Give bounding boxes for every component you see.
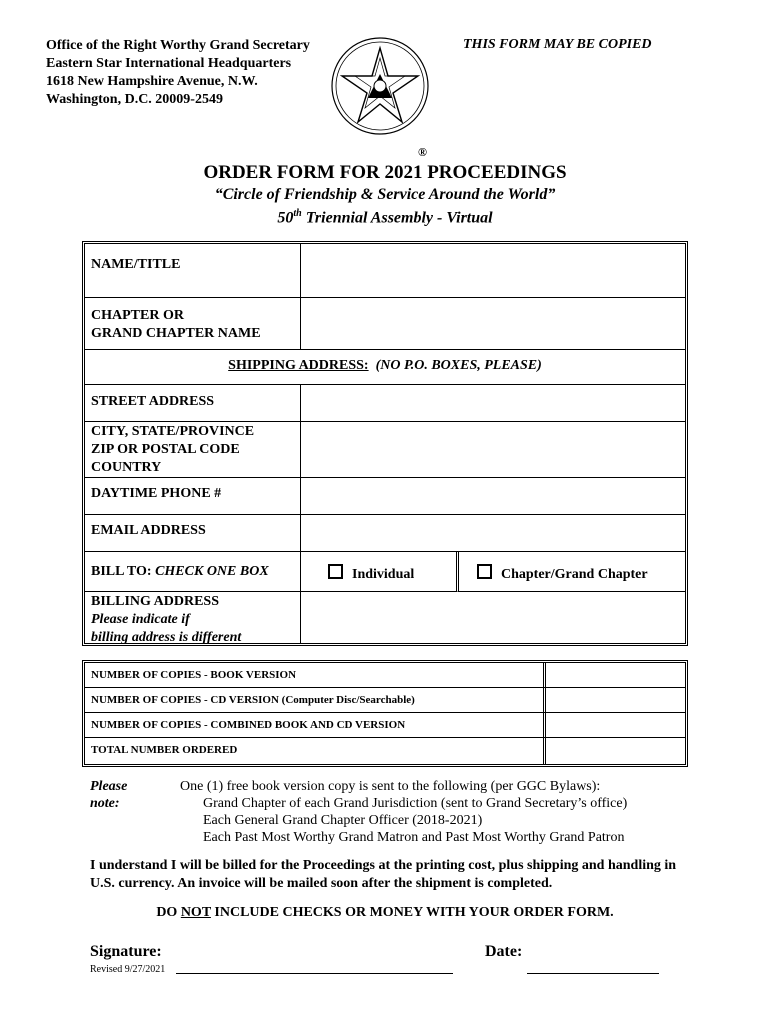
billing-address-label	[85, 592, 301, 643]
copies-book-label: NUMBER OF COPIES - BOOK VERSION	[91, 669, 297, 681]
street-address-field[interactable]	[301, 385, 685, 422]
registered-mark: ®	[418, 145, 427, 159]
shipping-label: SHIPPING ADDRESS:	[228, 358, 369, 373]
individual-label: Individual	[352, 567, 415, 582]
bill-to-chapter-cell	[459, 552, 685, 592]
daytime-phone-field[interactable]	[301, 478, 685, 515]
order-form-table	[82, 241, 688, 646]
note-line: Each Past Most Worthy Grand Matron and Past Most Worthy Grand Patron	[203, 830, 625, 845]
daytime-phone-label: DAYTIME PHONE #	[85, 478, 301, 515]
assembly-ordinal: th	[293, 208, 302, 219]
billing-address-field[interactable]	[301, 592, 685, 643]
assembly-number: 50	[277, 209, 294, 227]
chapter-checkbox[interactable]	[477, 564, 492, 579]
total-ordered-label: TOTAL NUMBER ORDERED	[91, 744, 238, 756]
individual-checkbox[interactable]	[328, 564, 343, 579]
chapter-option-label: Chapter/Grand Chapter	[501, 567, 648, 582]
warning-post: INCLUDE CHECKS OR MONEY WITH YOUR ORDER FORM.	[210, 905, 614, 920]
table-row	[85, 663, 685, 688]
eastern-star-seal-logo	[330, 36, 430, 136]
address-line: Washington, D.C. 20009-2549	[46, 92, 223, 107]
chapter-option[interactable]	[477, 564, 648, 583]
bill-to-label	[85, 552, 301, 592]
bill-to-note: CHECK ONE BOX	[155, 564, 269, 579]
signature-field[interactable]	[176, 959, 453, 974]
chapter-label-line2: GRAND CHAPTER NAME	[91, 326, 261, 341]
date-field[interactable]	[527, 959, 659, 974]
warning-pre: DO	[156, 905, 181, 920]
city-label-line3: COUNTRY	[91, 460, 162, 475]
chapter-label-line1: CHAPTER OR	[91, 308, 184, 323]
billing-label-line2: Please indicate if	[91, 612, 190, 627]
billing-statement: I understand I will be billed for the Proceedings at the printing cost, plus shipping and handling in U.S. currency. An invoice will be mailed soon after the shipment is completed.	[90, 858, 677, 891]
billing-label-line3: billing address is different	[91, 630, 242, 645]
copies-cd-field[interactable]	[546, 688, 685, 712]
copies-combined-label: NUMBER OF COPIES - COMBINED BOOK AND CD VERSION	[91, 719, 406, 731]
copy-notice: THIS FORM MAY BE COPIED	[463, 37, 652, 52]
individual-option[interactable]	[328, 564, 414, 583]
table-row	[85, 713, 685, 738]
chapter-name-label	[85, 298, 301, 350]
note-line: Each General Grand Chapter Officer (2018-2021)	[203, 813, 483, 828]
office-address	[46, 37, 310, 109]
date-label: Date:	[485, 943, 523, 960]
no-checks-warning	[0, 905, 770, 921]
address-line: Eastern Star International Headquarters	[46, 56, 292, 71]
assembly-text: Triennial Assembly - Virtual	[301, 209, 493, 227]
copies-book-field[interactable]	[546, 663, 685, 687]
note-line: One (1) free book version copy is sent to the following (per GGC Bylaws):	[180, 779, 601, 794]
revision-date: Revised 9/27/2021	[90, 964, 166, 975]
chapter-name-field[interactable]	[301, 298, 685, 350]
billing-label-line1: BILLING ADDRESS	[91, 594, 219, 609]
email-address-field[interactable]	[301, 515, 685, 552]
warning-not: NOT	[180, 905, 211, 920]
shipping-note: (NO P.O. BOXES, PLEASE)	[375, 358, 542, 373]
city-label-line1: CITY, STATE/PROVINCE	[91, 424, 255, 439]
form-subtitle: “Circle of Friendship & Service Around the World”	[214, 186, 556, 203]
table-row	[85, 738, 685, 764]
total-ordered-field[interactable]	[546, 738, 685, 764]
form-title: ORDER FORM FOR 2021 PROCEEDINGS	[203, 162, 567, 183]
form-subtitle-assembly	[0, 208, 770, 227]
street-address-label: STREET ADDRESS	[85, 385, 301, 422]
city-label-line2: ZIP OR POSTAL CODE	[91, 442, 240, 457]
name-title-label: NAME/TITLE	[85, 244, 301, 298]
copies-combined-field[interactable]	[546, 713, 685, 737]
email-address-label: EMAIL ADDRESS	[85, 515, 301, 552]
bill-to-text: BILL TO:	[91, 564, 152, 579]
note-line: Grand Chapter of each Grand Jurisdiction (sent to Grand Secretary’s office)	[203, 796, 628, 811]
note-label: Please note:	[90, 779, 128, 811]
shipping-address-header	[85, 350, 685, 385]
copies-table	[82, 660, 688, 767]
bill-to-individual-cell	[301, 552, 459, 592]
name-title-field[interactable]	[301, 244, 685, 298]
city-state-zip-field[interactable]	[301, 422, 685, 478]
table-row	[85, 688, 685, 713]
city-state-zip-label	[85, 422, 301, 478]
address-line: Office of the Right Worthy Grand Secretary	[46, 38, 310, 53]
address-line: 1618 New Hampshire Avenue, N.W.	[46, 74, 258, 89]
signature-label: Signature:	[90, 943, 162, 960]
copies-cd-label: NUMBER OF COPIES - CD VERSION (Computer Disc/Searchable)	[91, 694, 415, 706]
